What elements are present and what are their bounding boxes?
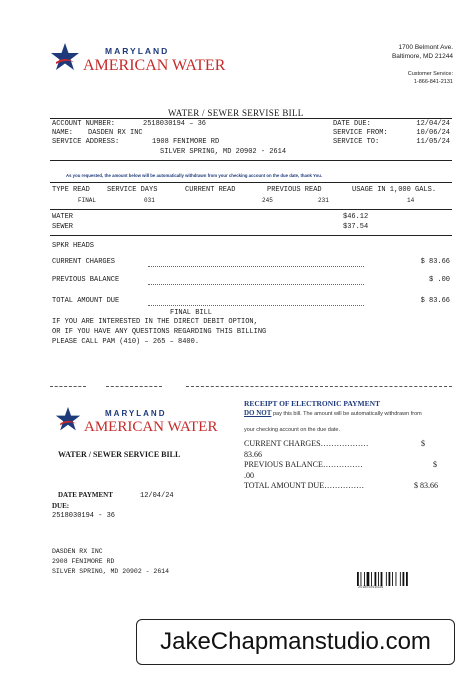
sewer-amount: $37.54: [343, 223, 369, 231]
date-due-label: DATE DUE:: [333, 120, 371, 128]
stub-previous-dollar: $: [433, 460, 437, 469]
name-label: NAME:: [52, 129, 74, 137]
date-payment-label-2: DUE:: [52, 502, 70, 510]
receipt-text-2: your checking account on the due date.: [244, 427, 341, 433]
stub-current-dollar: $: [421, 439, 425, 448]
barcode-bar: [400, 572, 401, 586]
message-line-3: PLEASE CALL PAM (410) – 265 – 8400.: [52, 338, 200, 346]
stub-brand-state: MARYLAND: [105, 409, 167, 418]
usage-current: 245: [262, 197, 273, 204]
customer-service-label: Customer Service:: [407, 71, 453, 77]
company-logo: [50, 42, 226, 78]
autopay-notice: As you requested, the amount below will be automatically withdrawn from your checking account on the due date, thank You.: [66, 173, 323, 178]
tear-line-segment: [186, 386, 452, 387]
receipt-line-1: [244, 409, 422, 417]
barcode-bar: [367, 572, 370, 586]
mail-address-2: SILVER SPRING, MD 20902 - 2614: [52, 568, 170, 575]
spkr-label: SPKR HEADS: [52, 242, 95, 250]
usage-days: 031: [144, 197, 155, 204]
leader-line: [148, 266, 364, 267]
barcode-bar: [361, 572, 362, 586]
divider: [50, 209, 452, 210]
total-due-label: TOTAL AMOUNT DUE: [52, 297, 120, 305]
sewer-label: SEWER: [52, 223, 74, 231]
barcode-bar: [406, 572, 408, 586]
stub-company-logo: [55, 406, 218, 440]
receipt-text-1: pay this bill. The amount will be automatically withdrawn from: [271, 411, 422, 417]
receipt-title: RECEIPT OF ELECTRONIC PAYMENT: [244, 399, 381, 408]
stub-account: 2518030194 - 36: [52, 512, 116, 520]
message-line-2: OR IF YOU HAVE ANY QUESTIONS REGARDING THIS BILLING: [52, 328, 267, 336]
barcode-bar: [364, 572, 365, 586]
service-address-label: SERVICE ADDRESS:: [52, 138, 120, 146]
barcode-bar: [378, 572, 379, 586]
brand-name: AMERICAN WATER: [83, 57, 226, 74]
usage-header-usage: USAGE IN 1,000 GALS.: [352, 186, 437, 194]
date-due: 12/04/24: [416, 120, 450, 128]
service-address-1: 1908 FENIMORE RD: [152, 138, 220, 146]
leader-line: [148, 284, 364, 285]
account-number: 2518030194 – 36: [143, 120, 207, 128]
star-icon: [50, 42, 80, 74]
leader-line: [148, 305, 364, 306]
stub-current-amount: 83.66: [244, 450, 262, 459]
water-label: WATER: [52, 213, 74, 221]
stub-brand-name: AMERICAN WATER: [84, 419, 218, 435]
star-icon: [55, 406, 81, 434]
divider: [50, 235, 452, 236]
stub-total-label: TOTAL AMOUNT DUE……………: [244, 481, 365, 490]
service-address-2: SILVER SPRING, MD 20902 - 2614: [160, 148, 287, 156]
company-address-1: 1700 Belmont Ave.: [398, 44, 453, 51]
do-not-text: DO NOT: [244, 409, 272, 417]
service-to: 11/05/24: [416, 138, 450, 146]
barcode-bar: [389, 572, 391, 586]
current-charges-label: CURRENT CHARGES: [52, 258, 116, 266]
customer-service-phone: 1-866-841-2131: [413, 79, 453, 85]
usage-header-type: TYPE READ: [52, 186, 90, 194]
mail-address-1: 2908 FENIMORE RD: [52, 558, 115, 565]
service-from: 10/06/24: [416, 129, 450, 137]
stub-previous-label: PREVIOUS BALANCE……………: [244, 460, 363, 469]
previous-balance-label: PREVIOUS BALANCE: [52, 276, 120, 284]
watermark-text: JakeChapmanstudio.com: [160, 628, 431, 655]
company-address-2: Baltimore, MD 21244: [391, 53, 453, 60]
service-to-label: SERVICE TO:: [333, 138, 380, 146]
usage-gallons: 14: [407, 197, 415, 204]
tear-line-segment: [106, 386, 162, 387]
stub-total-amount: $ 83.66: [414, 481, 438, 490]
account-label: ACCOUNT NUMBER:: [52, 120, 116, 128]
brand-state: MARYLAND: [105, 46, 170, 56]
usage-header-previous: PREVIOUS READ: [267, 186, 322, 194]
usage-type: FINAL: [78, 197, 97, 204]
final-bill: FINAL BILL: [170, 309, 213, 317]
current-charges-amount: $ 83.66: [420, 258, 450, 266]
barcode-bar: [403, 572, 405, 586]
date-payment-value: 12/04/24: [140, 492, 174, 500]
tear-line-segment: [50, 386, 86, 387]
barcode-bar: [396, 572, 397, 586]
watermark-box: [136, 619, 455, 665]
barcode-bar: [371, 572, 372, 586]
usage-previous: 231: [318, 197, 329, 204]
barcode-bar: [392, 572, 393, 586]
bill-title: WATER / SEWER SERVISE BILL: [168, 108, 304, 118]
service-from-label: SERVICE FROM:: [333, 129, 388, 137]
barcode-bar: [381, 572, 383, 586]
stub-previous-amount: .00: [244, 471, 254, 480]
mail-name: DASDEN RX INC: [52, 548, 103, 555]
barcode-number: 251803019436: [358, 586, 384, 590]
divider: [50, 118, 452, 119]
previous-balance-amount: $ .00: [428, 276, 450, 284]
stub-current-label: CURRENT CHARGES………………: [244, 439, 369, 448]
water-amount: $46.12: [343, 213, 369, 221]
customer-name: DASDEN RX INC: [88, 129, 143, 137]
barcode-bar: [357, 572, 359, 586]
usage-header-days: SERVICE DAYS: [107, 186, 158, 194]
total-due-amount: $ 83.66: [420, 297, 450, 305]
divider: [50, 182, 452, 183]
barcode: [357, 572, 409, 586]
stub-bill-title: WATER / SEWER SERVICE BILL: [58, 450, 181, 459]
divider: [50, 160, 452, 161]
message-line-1: IF YOU ARE INTERESTED IN THE DIRECT DEBIT OPTION,: [52, 318, 258, 326]
date-payment-label: DATE PAYMENT: [58, 491, 113, 499]
barcode-bar: [375, 572, 377, 586]
barcode-bar: [386, 572, 387, 586]
usage-header-current: CURRENT READ: [185, 186, 236, 194]
